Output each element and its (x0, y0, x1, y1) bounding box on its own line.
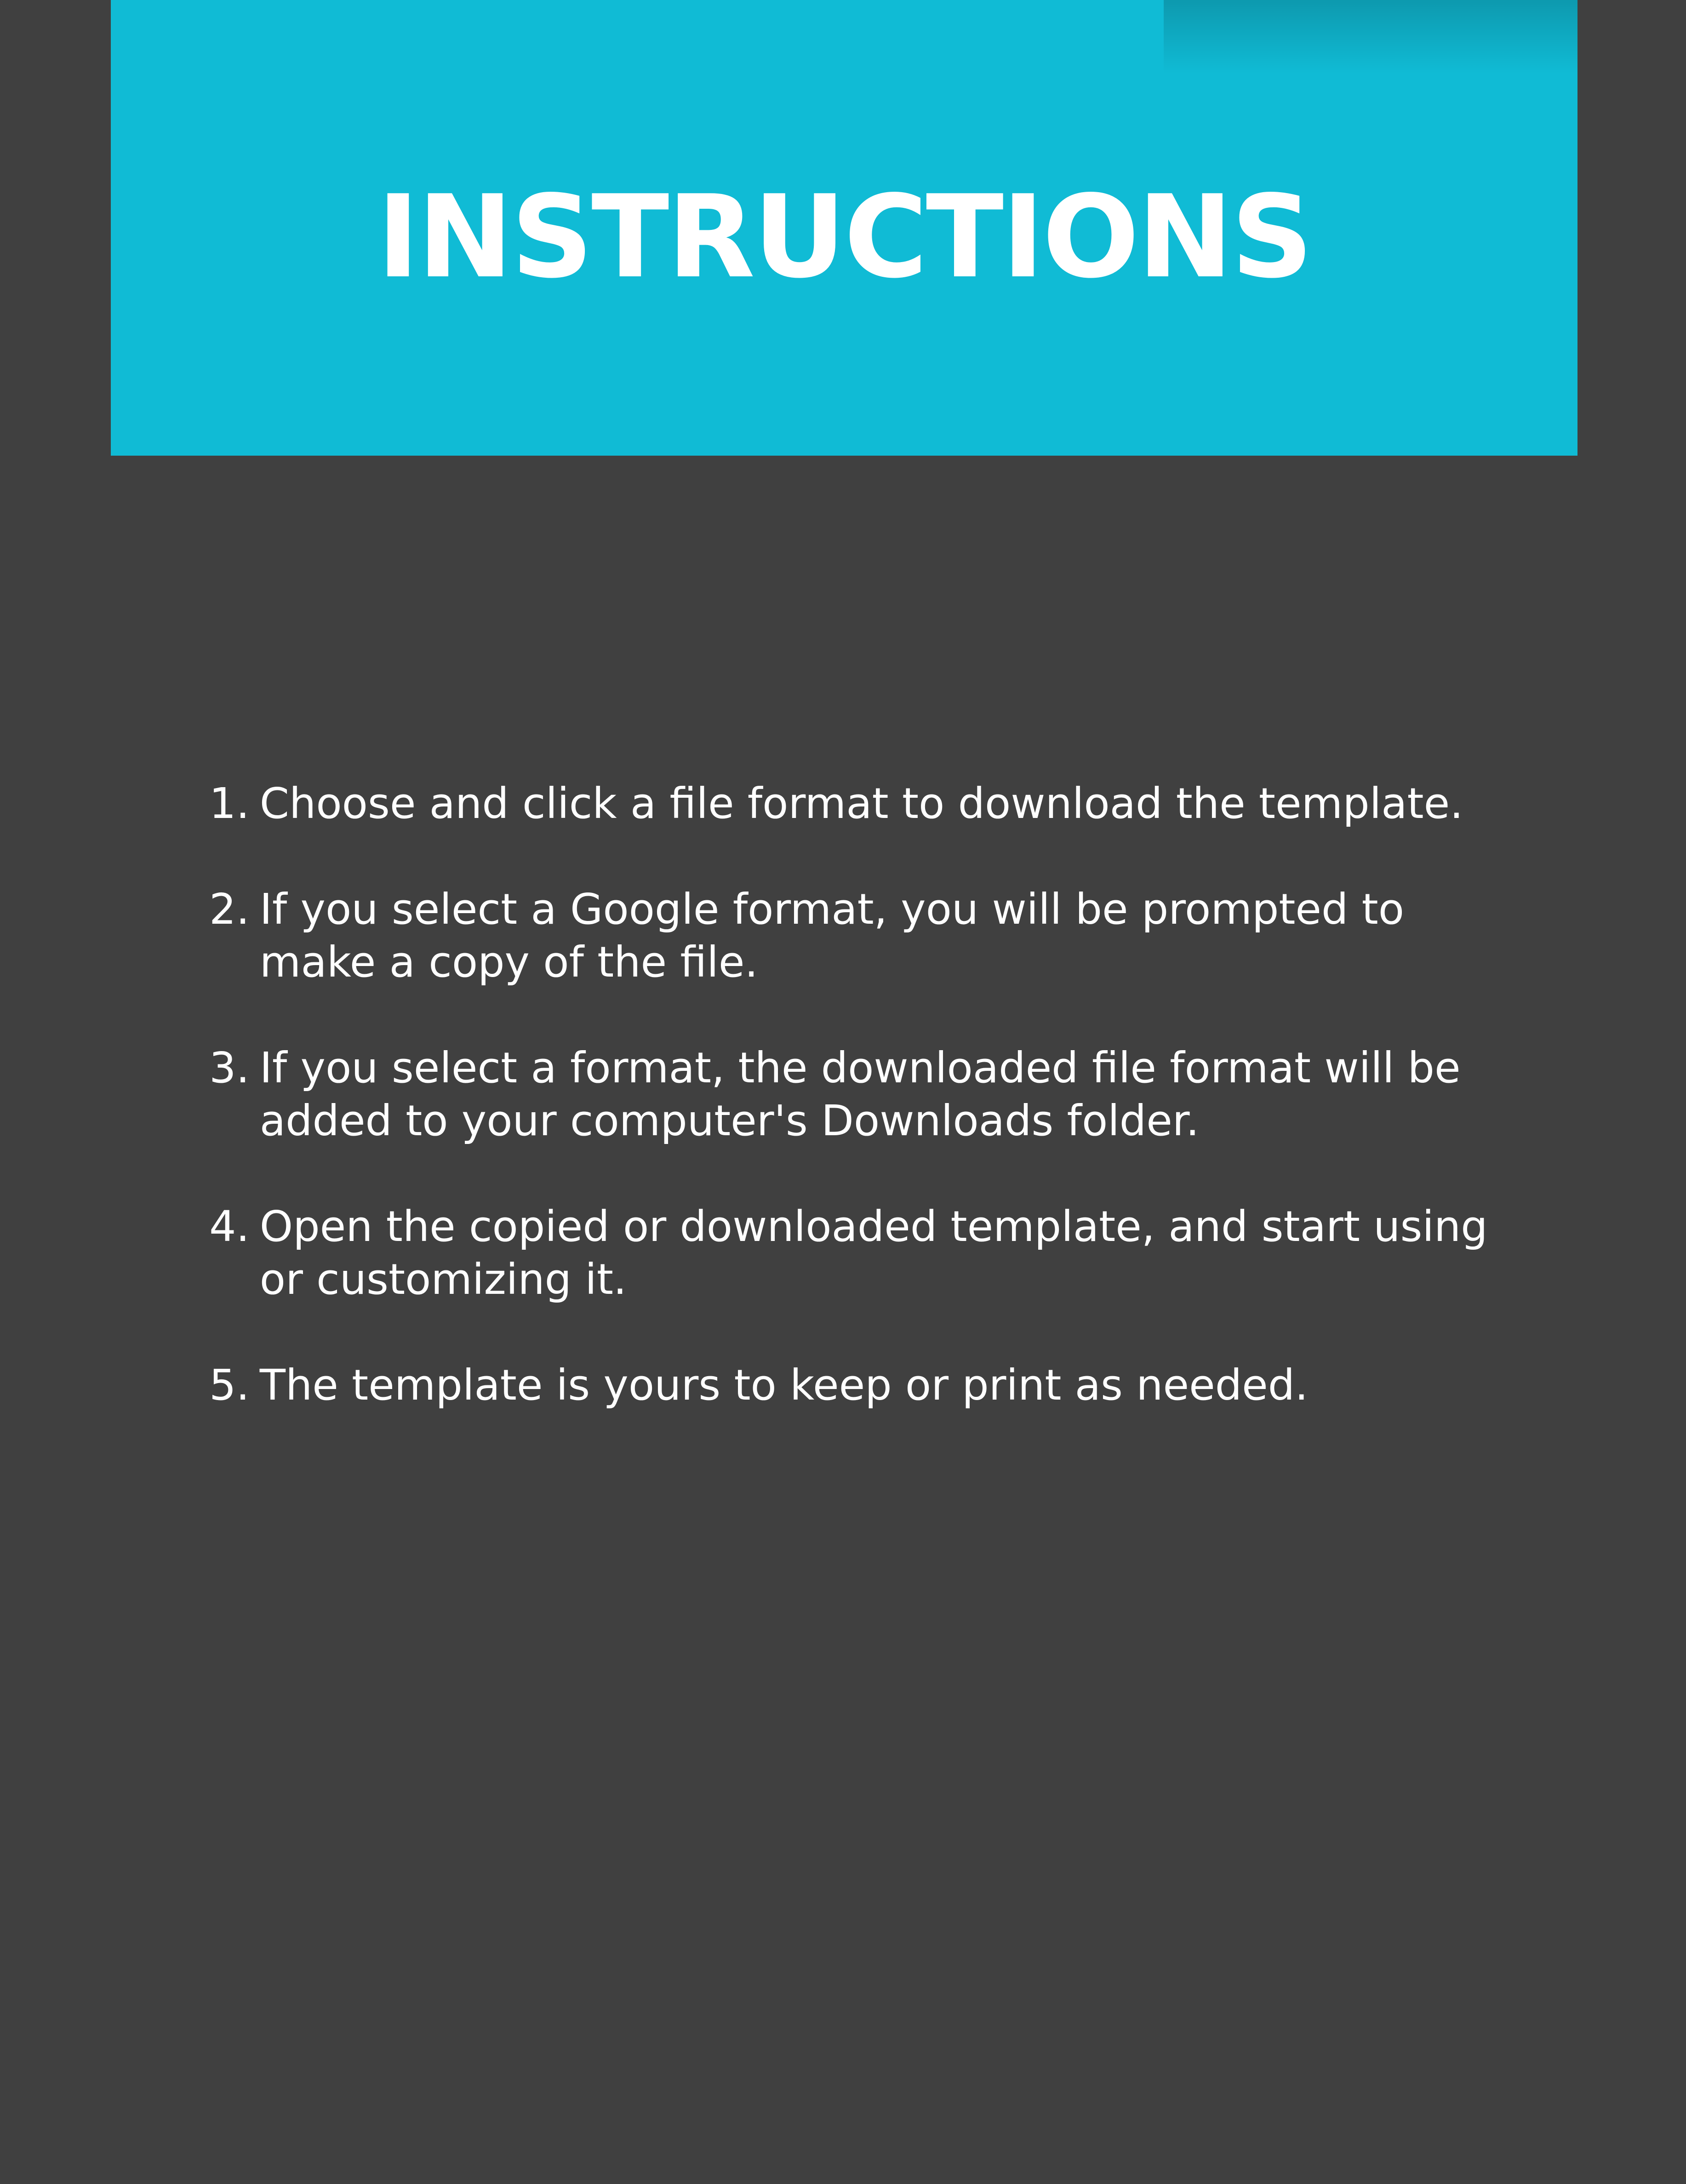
instruction-item (209, 1359, 1566, 1412)
header-shadow (1164, 0, 1577, 74)
instruction-item (209, 1200, 1566, 1306)
header-banner (111, 0, 1577, 456)
instruction-item (209, 777, 1566, 830)
instruction-number: 5. (209, 1361, 250, 1410)
instruction-text: The template is yours to keep or print as needed. (259, 1361, 1309, 1410)
instruction-number: 3. (209, 1043, 250, 1092)
instruction-number: 4. (209, 1202, 250, 1251)
instruction-item (209, 883, 1566, 989)
instruction-text: Open the copied or downloaded template, and start using or customizing it. (259, 1202, 1488, 1304)
page-title: INSTRUCTIONS (377, 171, 1312, 303)
instruction-item (209, 1041, 1566, 1147)
instruction-text: Choose and click a file format to download the template. (259, 779, 1463, 828)
instruction-text: If you select a Google format, you will be prompted to make a copy of the file. (259, 885, 1405, 987)
instruction-text: If you select a format, the downloaded file format will be added to your computer's Downloads folder. (259, 1043, 1461, 1145)
instruction-number: 1. (209, 779, 250, 828)
instruction-number: 2. (209, 885, 250, 934)
instructions-list (209, 777, 1566, 1464)
